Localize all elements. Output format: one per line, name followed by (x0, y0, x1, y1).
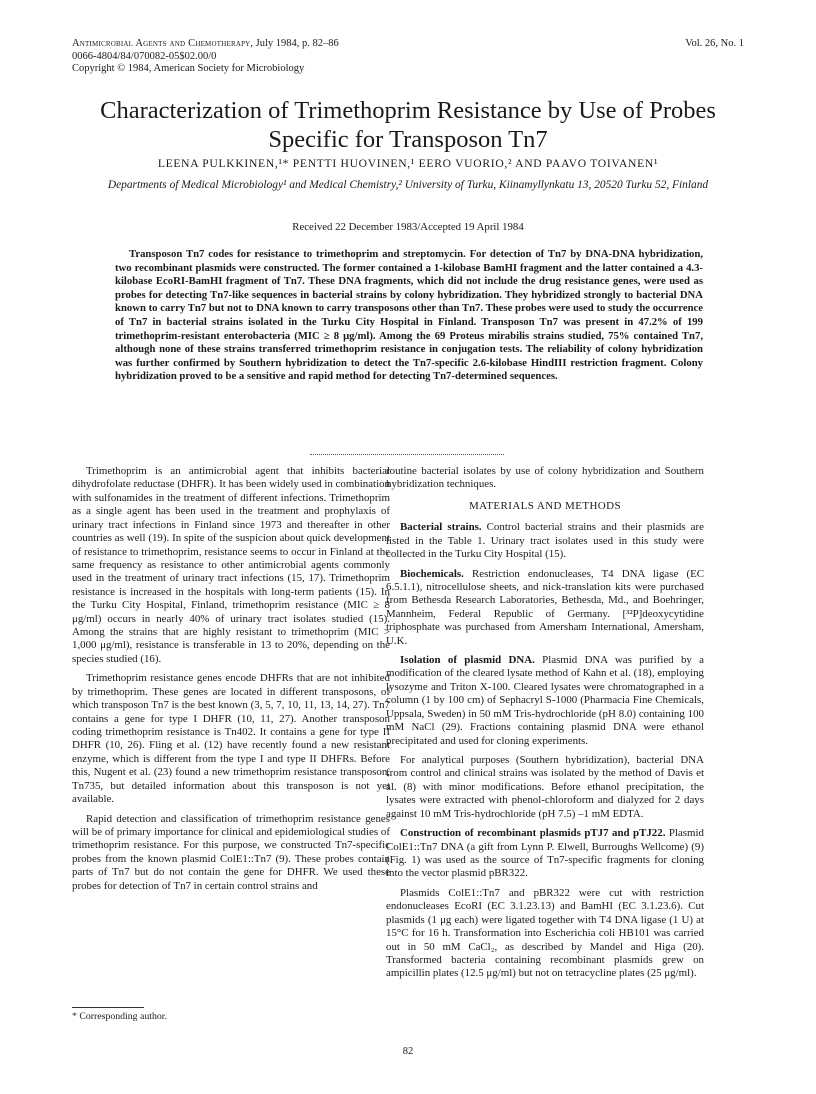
intro-paragraph-1: Trimethoprim is an antimicrobial agent that inhibits bacterial dihydrofolate reductase (DHFR). It has been widely used in combination with sulfonamides in the treatment of different infections. Trimethoprim as a single agent has been used in the treatment and prophylaxis of urinary tract infections in Finland since 1973 and thereafter in other countries as well (19). In spite of the suspicion about quick development of resistance to trimethoprim, resistance seems to occur in Finland at the same frequency as resistance to other antimicrobial agents commonly used in the treatment of urinary tract infections (15, 17). Trimethoprim resistance is increased in the hospitals with long-term patients (15). In the Turku City Hospital, Finland, trimethoprim resistance (MIC ≥ 8 μg/ml) occurs in nearly 40% of urinary tract isolates studied (15). Among the strains that are highly resistant to trimethoprim (MIC > 1,000 μg/ml), resistance is transferable in 13 to 20%, depending on the species studied (16). (72, 465, 390, 665)
page-number: 82 (402, 1046, 414, 1057)
affiliation-list: Departments of Medical Microbiology¹ and Medical Chemistry,² University of Turku, Kiinamyllynkatu 13, 20520 Turku 52, Finland (107, 179, 709, 191)
copyright-line: Copyright © 1984, American Society for Microbiology (72, 63, 305, 74)
article-code: 0066-4804/84/070082-05$02.00/0 (72, 50, 217, 62)
paragraph-analytical: For analytical purposes (Southern hybridization), bacterial DNA from control and clinical strains was isolated by the method of Davis et al. (8) with minor modifications. Before ethanol precipitation, the lysates were extracted with phenol-chloroform and dialyzed for 2 days against 10 mM Tris-hydrochloride (pH 7.5) –1 mM EDTA. (386, 754, 704, 820)
left-column (72, 465, 390, 893)
section-plasmid-isolation (386, 654, 704, 748)
issue-citation: , July 1984, p. 82–86 (250, 38, 339, 49)
right-column (386, 465, 704, 981)
section-construction (386, 827, 704, 881)
author-list: LEENA PULKKINEN,¹* PENTTI HUOVINEN,¹ EERO VUORIO,² AND PAAVO TOIVANEN¹ (157, 157, 659, 170)
journal-name: Antimicrobial Agents and Chemotherapy (72, 38, 251, 49)
abstract-divider (310, 454, 504, 455)
section-bacterial-strains (386, 521, 704, 561)
runin-bacterial-strains: Bacterial strains. (400, 521, 482, 534)
footnote: * Corresponding author. (72, 1011, 167, 1022)
text-plasmid-isolation: Plasmid DNA was purified by a modification of the cleared lysate method of Kahn et al. (18), employing lysozyme and Triton X-100. Cleared lysates were chromatographed in a column (1 by 100 cm) of Sephacryl S-1000 (Pharmacia Fine Chemicals, Uppsala, Sweden) in 50 mM Tris-hydrochloride (pH 8.0) containing 100 mM NaCl (29). Fractions containing plasmid DNA were ethanol precipitated and used for cloning experiments. (386, 654, 704, 747)
section-biochemicals (386, 568, 704, 649)
paragraph-cloning: Plasmids ColE1::Tn7 and pBR322 were cut with restriction endonucleases EcoRI (EC 3.1.23.13) and BamHI (EC 3.1.23.6). Cut plasmids (1 μg each) were ligated together with T4 DNA ligase (1 U) at 15°C for 16 h. Transformation into Escherichia coli HB101 was carried out in 50 mM CaCl₂, as described by Mandel and Higa (20). Transformed bacteria containing recombinant plasmids grew on ampicillin plates (12.5 μg/ml) but not on tetracycline plates (25 μg/ml). (386, 886, 704, 980)
intro-paragraph-3: Rapid detection and classification of trimethoprim resistance genes will be of primary importance for clinical and epidemiological studies of trimethoprim resistance. For this purpose, we constructed Tn7-specific probes from the known plasmid ColE1::Tn7 (9). These probes contain parts of Tn7 but do not contain the gene for DHFR. We used these probes for detection of Tn7 in certain control strains and (72, 812, 390, 892)
intro-paragraph-2: Trimethoprim resistance genes encode DHFRs that are not inhibited by trimethoprim. These genes are located in different transposons, of which transposon Tn7 is the best known (3, 5, 7, 10, 11, 13, 14, 27). Tn7 contains a gene for type I DHFR (10, 11, 27). Another transposon coding trimethoprim resistance is Tn402. It contains a gene for type II DHFR (10, 26). Fling et al. (12) have recently found a new resistant enzyme, which is different from the type I and type II DHFRs. Before this, Nugent et al. (23) found a new trimethoprim resistance transposon, Tn735, but detailed information about this transposon is not yet available. (72, 672, 390, 806)
abstract: Transposon Tn7 codes for resistance to trimethoprim and streptomycin. For detection of Tn7 by DNA-DNA hybridization, two recombinant plasmids were constructed. The former contained a 1-kilobase BamHI fragment and the latter contained a 4.3-kilobase EcoRI-BamHI fragment of Tn7. These DNA fragments, which did not include the drug resistance genes, were used as probes for detecting Tn7-like sequences in bacterial strains by colony hybridization. They hybridized strongly to bacterial DNA known to carry Tn7 but not to DNA known to carry transposons other than Tn7. These probes were used to study the occurrence of Tn7 in bacterial strains isolated in the Turku City Hospital in Finland. Transposon Tn7 was present in 47.2% of 199 trimethoprim-resistant enterobacteria (MIC ≥ 8 μg/ml). Among the 69 Proteus mirabilis strains studied, 75% contained Tn7, although none of these strains transferred trimethoprim resistance in conjugation tests. The reliability of colony hybridization was further confirmed by Southern hybridization to detect the Tn7-specific 2.6-kilobase HindIII restriction fragment. Colony hybridization proved to be a sensitive and rapid method for detecting Tn7-determined sequences. (115, 248, 703, 383)
article-title: Characterization of Trimethoprim Resistance by Use of Probes Specific for Transposon Tn7 (100, 97, 716, 153)
footnote-divider (72, 1007, 144, 1008)
volume-label: Vol. 26, No. 1 (685, 38, 744, 49)
section-heading: MATERIALS AND METHODS (468, 499, 622, 512)
received-date: Received 22 December 1983/Accepted 19 April 1984 (292, 221, 524, 233)
text-biochemicals: Restriction endonucleases, T4 DNA ligase (EC 6.5.1.1), nitrocellulose sheets, and nick-translation kits were purchased from Bethesda Research Laboratories, Bethesda, Md., and Boehringer, Mannheim, Federal Republic of Germany. [³²P]deoxycytidine triphosphate was purchased from Amersham International, Amersham, U.K. (386, 567, 704, 647)
runin-biochemicals: Biochemicals. (400, 567, 464, 580)
text-construction: Plasmid ColE1::Tn7 DNA (a gift from Lynn P. Elwell, Burroughs Wellcome) (9) (Fig. 1) was used as the source of Tn7-specific fragments for cloning into the vector plasmid pBR322. (386, 827, 704, 880)
running-header (72, 38, 592, 76)
runin-construction: Construction of recombinant plasmids pTJ7 and pTJ22. (400, 827, 666, 840)
runin-plasmid-isolation: Isolation of plasmid DNA. (400, 654, 535, 667)
text-bacterial-strains: Control bacterial strains and their plasmids are listed in the Table 1. Urinary tract isolates used in this study were collected in the Turku City Hospital (15). (386, 521, 704, 561)
intro-continuation: routine bacterial isolates by use of colony hybridization and Southern hybridization techniques. (386, 465, 704, 491)
